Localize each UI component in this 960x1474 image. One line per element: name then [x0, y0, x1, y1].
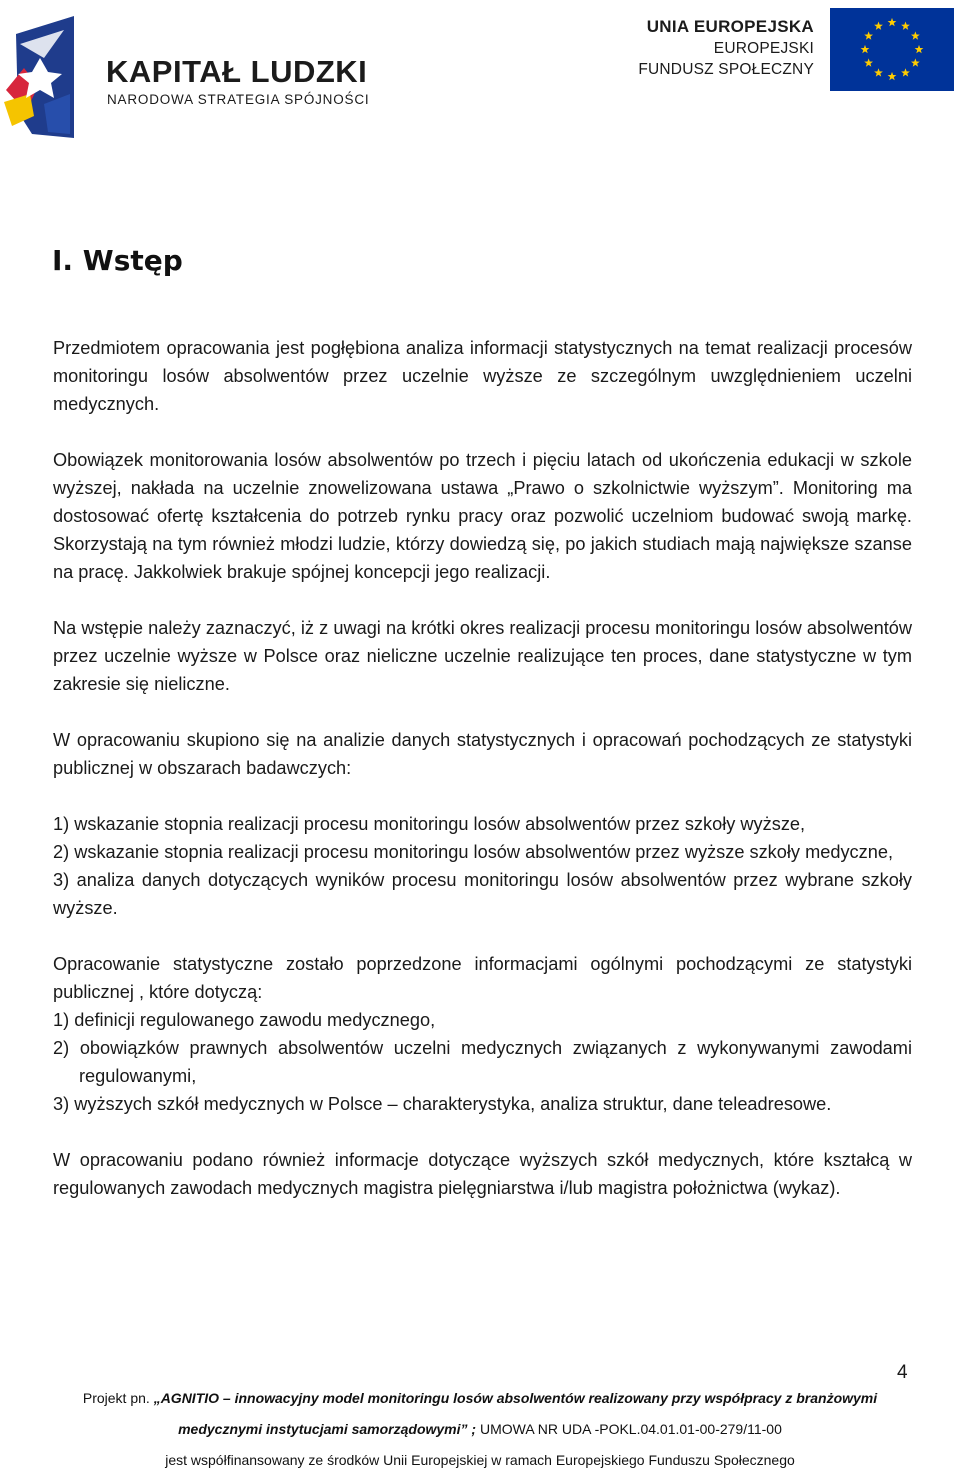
- eu-text-block: [638, 18, 814, 77]
- list-item: 2) obowiązków prawnych absolwentów uczelni medycznych związanych z wykonywanymi zawodami regulowanymi,: [53, 1038, 912, 1086]
- paragraph-general-info: Opracowanie statystyczne zostało poprzedzone informacjami ogólnymi pochodzącymi ze statystyki publicznej , które dotyczą:: [53, 954, 912, 1002]
- list-item: 1) wskazanie stopnia realizacji procesu monitoringu losów absolwentów przez szkoły wyższe,: [53, 814, 806, 834]
- ue-line3: FUNDUSZ SPOŁECZNY: [638, 60, 814, 78]
- paragraph-obligation: Obowiązek monitorowania losów absolwentów po trzech i pięciu latach od ukończenia edukacji w szkole wyższej, nakłada na uczelnie znowelizowana ustawa „Prawo o szkolnictwie wyższym”. Monitoring ma dostosować ofertę kształcenia do potrzeb rynku pracy oraz pozwolić uczelniom budować swoją markę. Skorzystają na tym również młodzi ludzie, którzy dowiedzą się, po jakich studiach mają największe szanse na pracę. Jakkolwiek brakuje spójnej koncepcji jego realizacji.: [53, 450, 912, 582]
- footer-prefix: Projekt pn.: [82, 1390, 154, 1406]
- kapital-ludzki-title: KAPITAŁ LUDZKI: [106, 54, 368, 89]
- paragraph-preface: Na wstępie należy zaznaczyć, iż z uwagi na krótki okres realizacji procesu monitoringu losów absolwentów przez uczelnie wyższe w Polsce oraz nieliczne uczelnie realizujące ten proces, dane statystyczne w tym zakresie się nieliczne.: [53, 618, 912, 694]
- footer-project-title: „AGNITIO – innowacyjny model monitoringu losów absolwentów realizowany przy współpracy z branżowymi: [153, 1390, 878, 1406]
- section-heading: I. Wstęp: [52, 244, 183, 277]
- paragraph-focus: W opracowaniu skupiono się na analizie danych statystycznych i opracowań pochodzących ze statystyki publicznej w obszarach badawczych:: [53, 730, 912, 778]
- list-item: 3) wyższych szkół medycznych w Polsce – charakterystyka, analiza struktur, dane teleadresowe.: [53, 1094, 832, 1114]
- eu-flag-icon: [830, 8, 954, 91]
- footer-funding-note: jest współfinansowany ze środków Unii Europejskiej w ramach Europejskiego Funduszu Społecznego: [165, 1452, 795, 1468]
- kapital-ludzki-logo: [4, 16, 74, 138]
- paragraph-schools: W opracowaniu podano również informacje dotyczące wyższych szkół medycznych, które kształcą w regulowanych zawodach medycznych magistra pielęgniarstwa i/lub magistra położnictwa (wykaz).: [53, 1150, 912, 1198]
- footer: [0, 1388, 960, 1471]
- kapital-ludzki-subtitle: NARODOWA STRATEGIA SPÓJNOŚCI: [107, 92, 370, 107]
- page-number: 4: [897, 1362, 908, 1383]
- list-item: 1) definicji regulowanego zawodu medycznego,: [53, 1010, 436, 1030]
- paragraph-intro: Przedmiotem opracowania jest pogłębiona analiza informacji statystycznych na temat realizacji procesów monitoringu losów absolwentów przez uczelnie wyższe ze szczególnym uwzględnieniem uczelni medycznych.: [53, 338, 912, 414]
- footer-contract-number: UMOWA NR UDA -POKL.04.01.01-00-279/11-00: [476, 1421, 782, 1437]
- list-item: 3) analiza danych dotyczących wyników procesu monitoringu losów absolwentów przez wybrane szkoły wyższe.: [53, 870, 912, 918]
- footer-project-title-cont: medycznymi instytucjami samorządowymi” ;: [178, 1421, 477, 1437]
- ue-line2: EUROPEJSKI: [713, 40, 814, 57]
- ue-line1: UNIA EUROPEJSKA: [646, 17, 814, 36]
- document-body: [53, 334, 912, 1202]
- list-item: 2) wskazanie stopnia realizacji procesu monitoringu losów absolwentów przez wyższe szkoły medyczne,: [53, 842, 894, 862]
